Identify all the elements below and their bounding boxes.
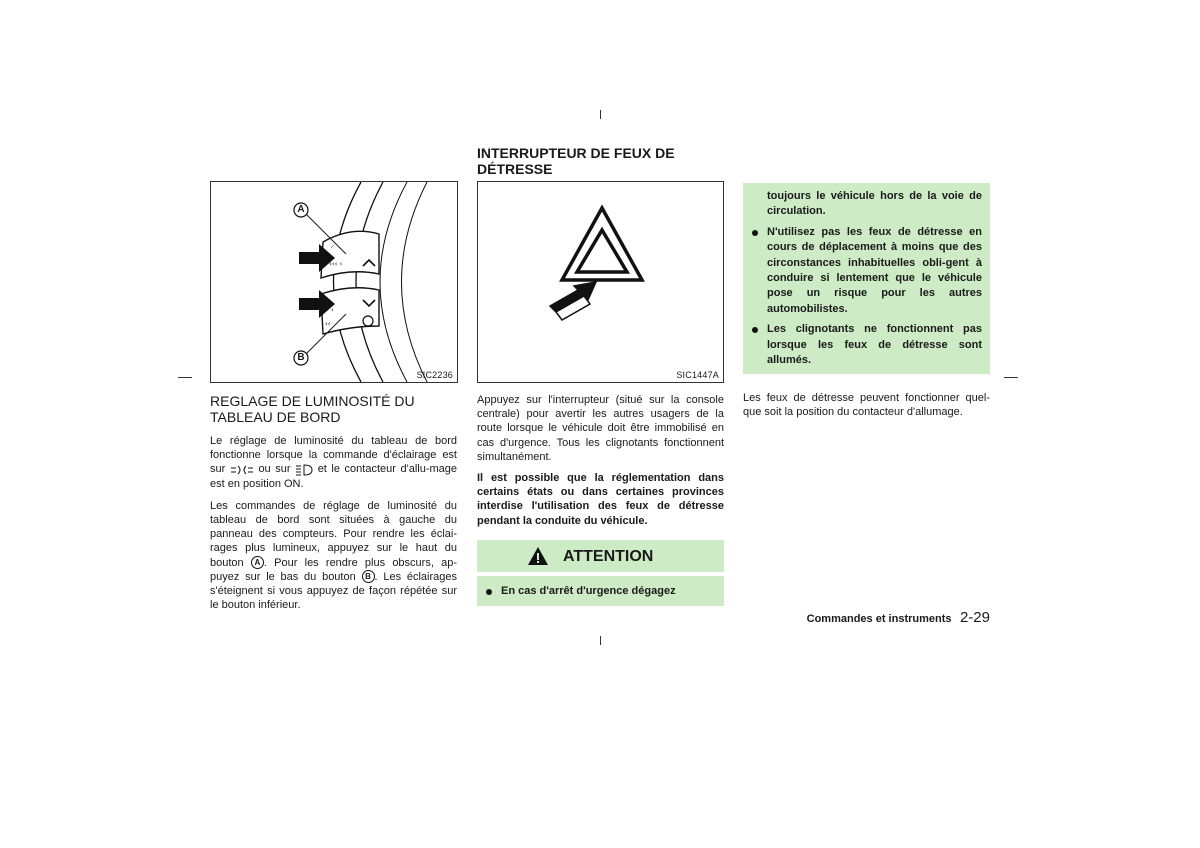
svg-text:‹: ‹ [331,306,334,314]
heading-line: INTERRUPTEUR DE FEUX DE [477,145,675,161]
section-heading-hazard [477,145,724,177]
list-item [743,189,982,220]
svg-text:‹‹: ‹‹ [325,320,331,328]
bullet-icon [486,589,492,595]
text-run: et le contacteur d'allu-mage est en position ON. [210,463,458,490]
text-run: ou sur [258,463,291,476]
warning-text: En cas d'arrêt d'urgence dégagez [501,584,676,597]
callout-a-label: A [297,204,305,215]
heading-line: DÉTRESSE [477,161,553,177]
bullet-icon [752,327,758,333]
text-run: Les commandes de réglage de luminosité du tableau de bord sont situées à gauche du panneau des compteurs. Pour rendre les éclai-rages plus lumineux, appuyez sur le haut du bouton [210,499,457,569]
figure-dimmer-switch [210,181,458,383]
callout-a-inline: A [251,556,264,569]
section-name: Commandes et instruments [806,613,952,625]
paragraph-dimmer-1 [210,434,457,491]
hazard-switch-illustration [478,182,723,382]
dimmer-switch-illustration [211,182,457,382]
list-item [477,584,724,599]
right-column-text [743,391,990,419]
headlight-icon [295,464,313,476]
warning-text: N'utilisez pas les feux de détresse en cours de déplacement à moins que des circonstances inhabituelles obli-gent à conduire si lentement que le véhicule pose un risque pour les autres automobilistes. [767,225,982,315]
paragraph-hazard-1: Appuyez sur l'interrupteur (situé sur la console centrale) pour avertir les autres usagers de la route lorsque le véhicule doit être immobilisé en cas d'urgence. Tous les clignotants fonctionnent simultanément. [477,394,724,463]
paragraph-dimmer-2 [210,499,457,613]
warning-text: toujours le véhicule hors de la voie de circulation. [767,190,982,218]
list-item [743,225,982,317]
text-run: Le réglage de luminosité du tableau de bord fonctionne lorsque la commande d'éclairage est sur [210,435,457,476]
callout-b-label: B [297,352,305,363]
warning-text: Les clignotants ne fonctionnent pas lorsque les feux de détresse sont allumés. [767,323,982,367]
crop-mark-bottom [600,636,601,645]
warning-triangle-icon [527,546,549,566]
attention-label: ATTENTION [563,547,654,565]
figure-code: SIC2236 [416,370,453,380]
middle-column-text [477,393,724,606]
crop-mark-top [600,110,601,119]
text-run: . Les éclairages s'éteignent si vous appuyez de façon répétée sur le bouton inférieur. [210,570,457,612]
parking-light-icon [230,465,254,475]
text-run: . Pour les rendre plus obscurs, ap-puyez sur le bas du bouton [210,556,458,583]
callout-b-inline: B [362,570,375,583]
middle-column-heading [477,145,724,177]
left-column-text [210,393,457,612]
figure-code: SIC1447A [676,370,719,380]
section-heading-dimmer [210,393,457,425]
crop-mark-right [1004,377,1018,378]
list-item [743,322,982,368]
heading-line: REGLAGE DE LUMINOSITÉ DU [210,393,415,409]
bullet-icon [752,230,758,236]
paragraph-hazard-ignition: Les feux de détresse peuvent fonctionner quel-que soit la position du contacteur d'allumage. [743,392,990,419]
crop-mark-left [178,377,192,378]
attention-banner [477,540,724,572]
attention-box-continued [743,183,990,374]
figure-hazard-switch [477,181,724,383]
paragraph-hazard-regulation: Il est possible que la réglementation dans certains états ou dans certaines provinces interdise l'utilisation des feux de détresse pendant la conduite du véhicule. [477,472,724,527]
warning-list [477,584,724,599]
svg-text:◜: ◜ [331,244,334,252]
page-number: 2-29 [959,609,990,626]
warning-list [743,189,982,368]
heading-line: TABLEAU DE BORD [210,409,341,425]
svg-text:‹‹‹ ‹: ‹‹‹ ‹ [329,260,343,268]
attention-box-middle [477,576,724,606]
page-footer [807,609,990,627]
